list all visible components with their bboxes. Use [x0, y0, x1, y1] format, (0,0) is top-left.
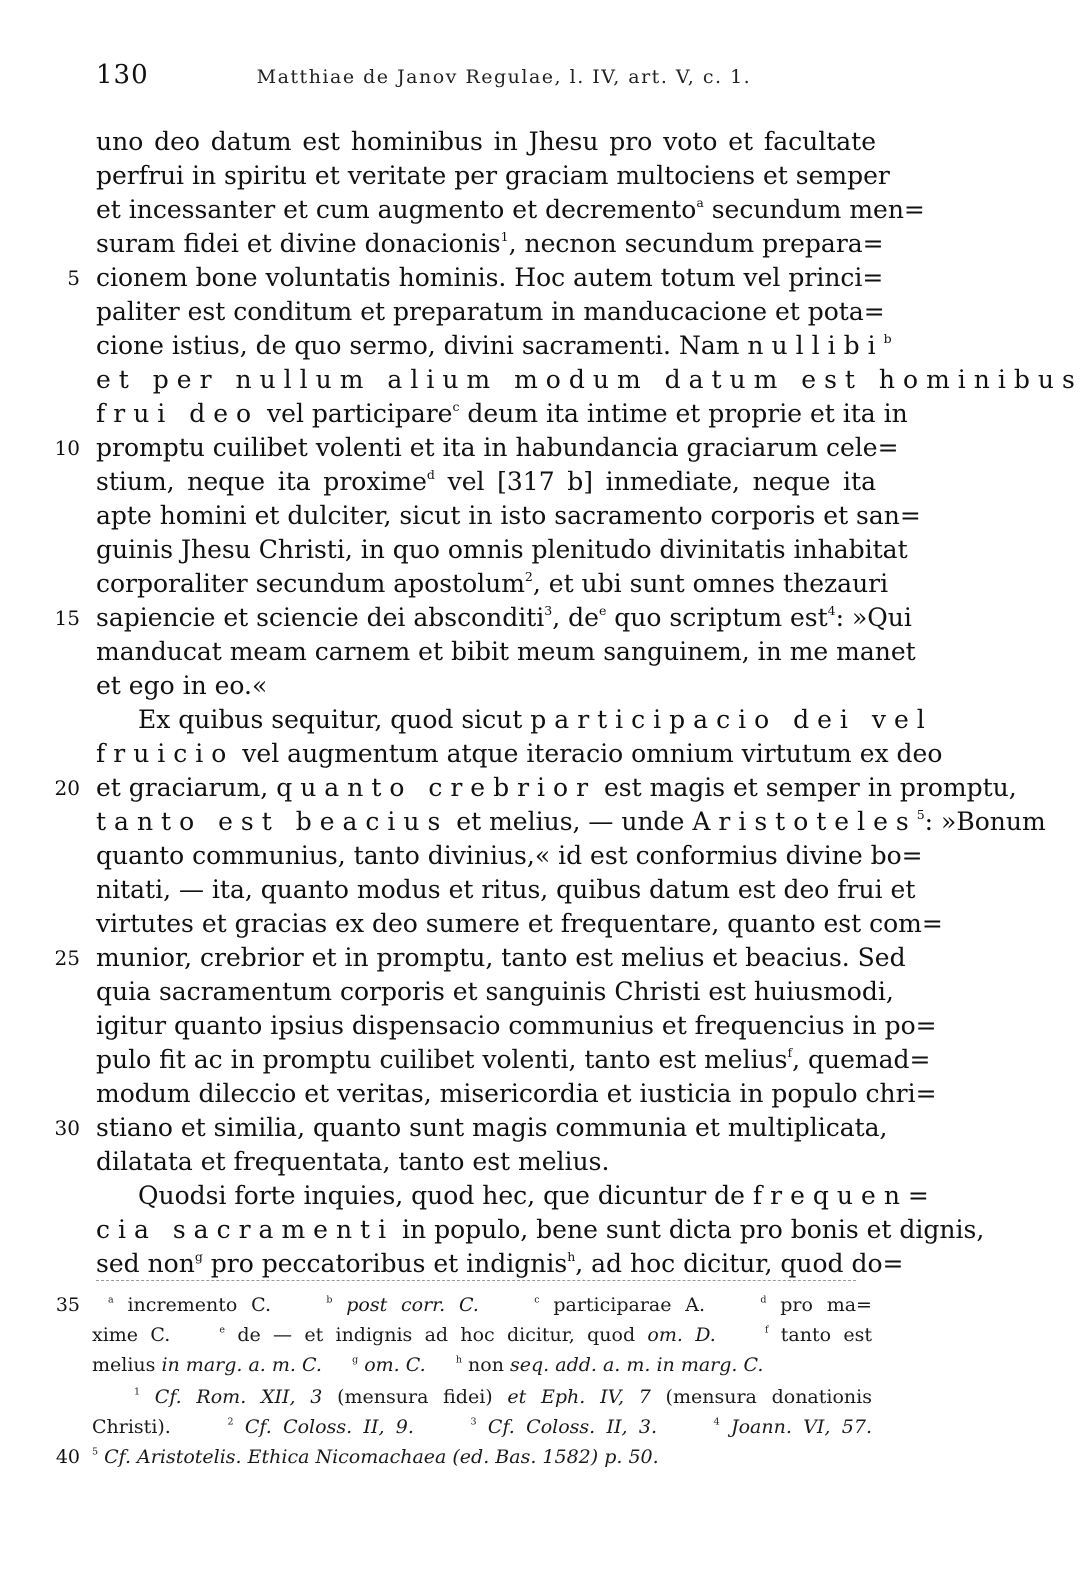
text-line-8: et per nullum alium modum datum est hominibus: [96, 365, 1083, 394]
text-line-7: cione istius, de quo sermo, divini sacramenti. Nam nullibi$^b$: [96, 330, 892, 360]
line-number-25: 25: [54, 946, 80, 970]
line-number-5: 5: [67, 266, 80, 290]
text-line-1: uno deo datum est hominibus in Jhesu pro voto et facultate: [96, 127, 876, 156]
text-line-9: frui deo vel participare$^c$ deum ita intime et proprie et ita in: [96, 398, 908, 428]
text-line-20: et graciarum, quanto crebrior est magis et semper in promptu,: [96, 773, 1017, 802]
text-line-21: tanto est beacius et melius, — unde Aristoteles$^5$: »Bonum: [96, 806, 1046, 836]
source-line-2: Christi). $^2$ Cf. Coloss. II, 9. $^3$ Cf. Coloss. II, 3. $^4$ Joann. VI, 57.: [92, 1416, 873, 1438]
text-line-4: suram fidei et divine donacionis$^1$, necnon secundum prepara=: [96, 228, 884, 258]
text-line-25: munior, crebrior et in promptu, tanto est melius et beacius. Sed: [96, 943, 906, 972]
text-line-32: Quodsi forte inquies, quod hec, que dicuntur de frequen=: [138, 1181, 937, 1210]
line-number-10: 10: [54, 436, 80, 460]
line-number-15: 15: [54, 606, 80, 630]
text-line-5: cionem bone voluntatis hominis. Hoc autem totum vel princi=: [96, 263, 884, 292]
text-line-3: et incessanter et cum augmento et decremento$^a$ secundum men=: [96, 194, 925, 224]
running-title: Matthiae de Janov Regulae, l. IV, art. V, c. 1.: [256, 66, 752, 88]
text-line-11: stium, neque ita proxime$^d$ vel [317 b] inmediate, neque ita: [96, 466, 876, 496]
running-head: [96, 60, 876, 94]
text-line-23: nitati, — ita, quanto modus et ritus, quibus datum est deo frui et: [96, 875, 916, 904]
line-number-35: 35: [55, 1294, 80, 1316]
text-line-34: sed non$^g$ pro peccatoribus et indignis$^h$, ad hoc dicitur, quod do=: [96, 1248, 904, 1278]
text-line-16: manducat meam carnem et bibit meum sanguinem, in me manet: [96, 637, 916, 666]
line-number-30: 30: [54, 1116, 80, 1140]
text-line-17: et ego in eo.«: [96, 671, 268, 700]
text-line-22: quanto communius, tanto divinius,« id est conformius divine bo=: [96, 841, 923, 870]
text-line-18: Ex quibus sequitur, quod sicut participacio dei vel: [138, 705, 933, 734]
text-line-24: virtutes et gracias ex deo sumere et frequentare, quanto est com=: [96, 909, 943, 938]
footnote-divider: [96, 1280, 856, 1281]
apparatus-line-2: xime C. $^e$ de — et indignis ad hoc dicitur, quod om. D. $^f$ tanto est: [92, 1324, 872, 1346]
apparatus-line-1: $^a$ incremento C. $^b$ post corr. C. $^c$ participarae A. $^d$ pro ma=: [108, 1294, 872, 1316]
text-line-2: perfrui in spiritu et veritate per graciam multociens et semper: [96, 161, 890, 190]
text-line-19: fruicio vel augmentum atque iteracio omnium virtutum ex deo: [96, 739, 943, 768]
text-line-15: sapiencie et sciencie dei absconditi$^3$, $de^e$ quo scriptum est$^4$: »Qui: [96, 602, 912, 632]
text-line-14: corporaliter secundum apostolum$^2$, et ubi sunt omnes thezauri: [96, 568, 889, 598]
source-line-3: $^5$ Cf. Aristotelis. Ethica Nicomachaea (ed. Bas. 1582) p. 50.: [92, 1446, 659, 1468]
line-number-20: 20: [54, 776, 80, 800]
text-line-10: promptu cuilibet volenti et ita in habundancia graciarum cele=: [96, 433, 899, 462]
source-line-1: $^1$ Cf. Rom. XII, 3 (mensura fidei) et Eph. IV, 7 (mensura donationis: [134, 1386, 872, 1408]
apparatus-line-3: melius in marg. a. m. C. $^g$ om. C. $^h$ non seq. add. a. m. in marg. C.: [92, 1354, 764, 1376]
text-line-31: dilatata et frequentata, tanto est melius.: [96, 1147, 610, 1176]
text-line-33: cia sacramenti in populo, bene sunt dicta pro bonis et dignis,: [96, 1215, 985, 1244]
text-line-13: guinis Jhesu Christi, in quo omnis plenitudo divinitatis inhabitat: [96, 535, 908, 564]
text-line-6: paliter est conditum et preparatum in manducacione et pota=: [96, 297, 885, 326]
line-number-40: 40: [55, 1446, 80, 1468]
text-line-12: apte homini et dulciter, sicut in isto sacramento corporis et san=: [96, 501, 921, 530]
text-line-30: stiano et similia, quanto sunt magis communia et multiplicata,: [96, 1113, 888, 1142]
text-line-28: pulo fit ac in promptu cuilibet volenti, tanto est melius$^f$, quemad=: [96, 1044, 931, 1074]
text-line-27: igitur quanto ipsius dispensacio communius et frequencius in po=: [96, 1011, 937, 1040]
text-line-26: quia sacramentum corporis et sanguinis Christi est huiusmodi,: [96, 977, 894, 1006]
page-number: 130: [96, 60, 149, 90]
text-line-29: modum dileccio et veritas, misericordia et iusticia in populo chri=: [96, 1079, 937, 1108]
